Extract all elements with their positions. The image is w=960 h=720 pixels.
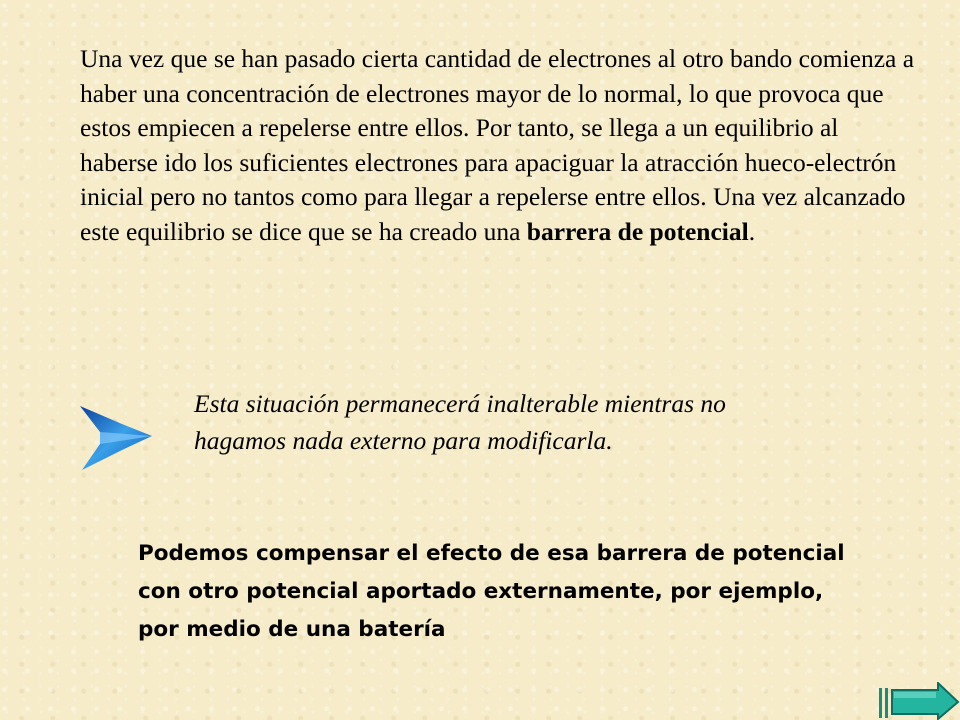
- italic-note: Esta situación permanecerá inalterable mientras no hagamos nada externo para modificarla.: [194, 389, 726, 455]
- key-term-bold: barrera de potencial: [526, 216, 749, 246]
- next-slide-arrow-icon: [892, 683, 958, 719]
- bold-paragraph: Podemos compensar el efecto de esa barrera de potencial con otro potencial aportado externamente, por ejemplo, por medio de una batería: [138, 541, 845, 642]
- paragraph-text: Una vez que se han pasado cierta cantidad de electrones al otro bando comienza a haber una concentración de electrones mayor de lo normal, lo que provoca que estos empiecen a repelerse entre ellos. Por tanto, se llega a un equilibrio al haberse ido los suficientes electrones para apaciguar la atracción hueco-electrón inicial pero no tantos como para llegar a repelerse entre ellos. Una vez alcanzado este equilibrio se dice que se ha creado una: [80, 44, 915, 246]
- nav-bar-2: [885, 688, 888, 718]
- nav-bar-1: [879, 688, 882, 718]
- paragraph-end: .: [748, 216, 756, 246]
- next-slide-button[interactable]: [876, 682, 960, 720]
- blue-chevron-arrow-icon: [78, 404, 154, 472]
- body-paragraph: [80, 42, 920, 249]
